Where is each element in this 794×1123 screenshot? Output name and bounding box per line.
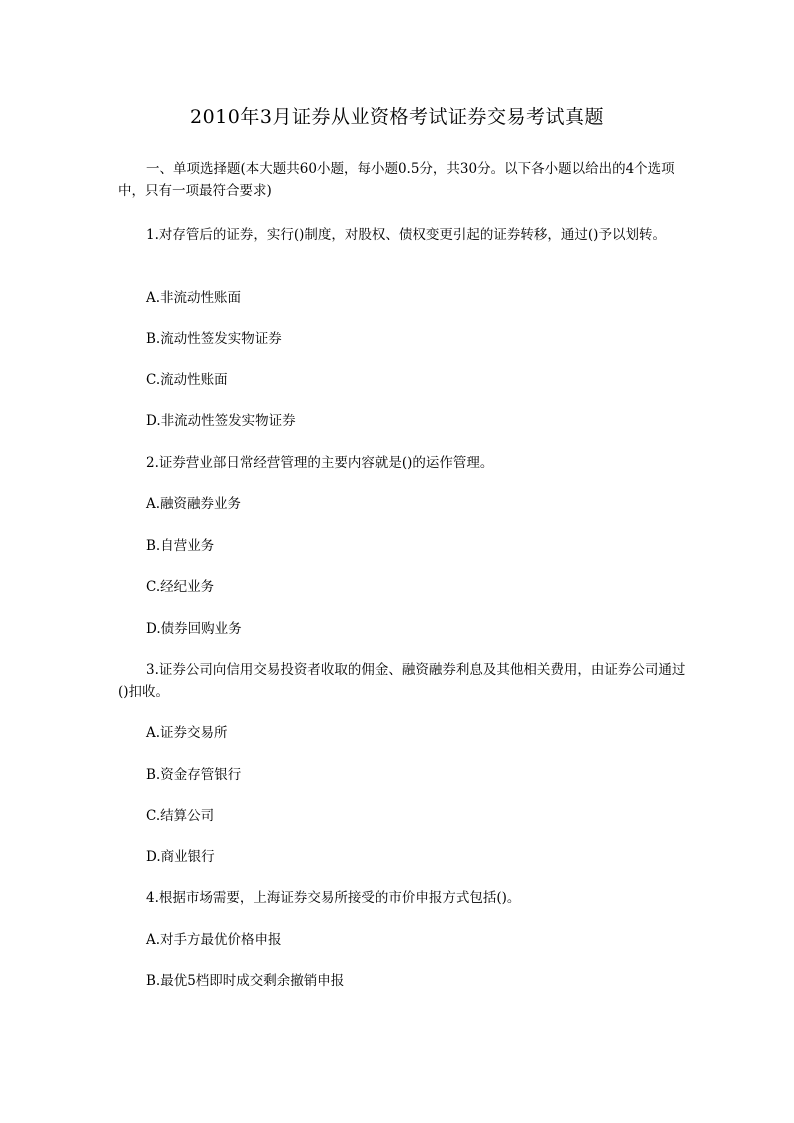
question-2-option-a: A.融资融券业务 <box>146 496 242 512</box>
question-3-stem: 3.证券公司向信用交易投资者收取的佣金、融资融券利息及其他相关费用，由证券公司通过()扣收。 <box>118 662 686 700</box>
question-2-option-b: B.自营业务 <box>146 538 215 554</box>
question-3-option-b: B.资金存管银行 <box>146 767 242 783</box>
question-2-option-d: D.债券回购业务 <box>146 621 242 637</box>
question-1-option-b: B.流动性签发实物证券 <box>146 331 282 347</box>
question-1-option-a: A.非流动性账面 <box>146 290 242 306</box>
question-2-stem: 2.证券营业部日常经营管理的主要内容就是()的运作管理。 <box>146 455 494 471</box>
question-4-option-a: A.对手方最优价格申报 <box>146 932 282 948</box>
question-1-stem: 1.对存管后的证券，实行()制度，对股权、债权变更引起的证券转移，通过()予以划转。 <box>146 227 666 243</box>
question-1-option-d: D.非流动性签发实物证券 <box>146 413 296 429</box>
question-2-option-c: C.经纪业务 <box>146 579 215 595</box>
question-4-stem: 4.根据市场需要，上海证券交易所接受的市价申报方式包括()。 <box>146 890 521 906</box>
question-3-option-d: D.商业银行 <box>146 849 215 865</box>
question-3-option-c: C.结算公司 <box>146 808 215 824</box>
question-1-option-c: C.流动性账面 <box>146 372 228 388</box>
question-4-option-b: B.最优5档即时成交剩余撤销申报 <box>146 973 345 989</box>
question-3-option-a: A.证券交易所 <box>146 725 228 741</box>
document-title: 2010年3月证券从业资格考试证券交易考试真题 <box>190 106 604 128</box>
section-intro: 一、单项选择题(本大题共60小题，每小题0.5分，共30分。以下各小题以给出的4个选项中，只有一项最符合要求) <box>118 161 675 199</box>
